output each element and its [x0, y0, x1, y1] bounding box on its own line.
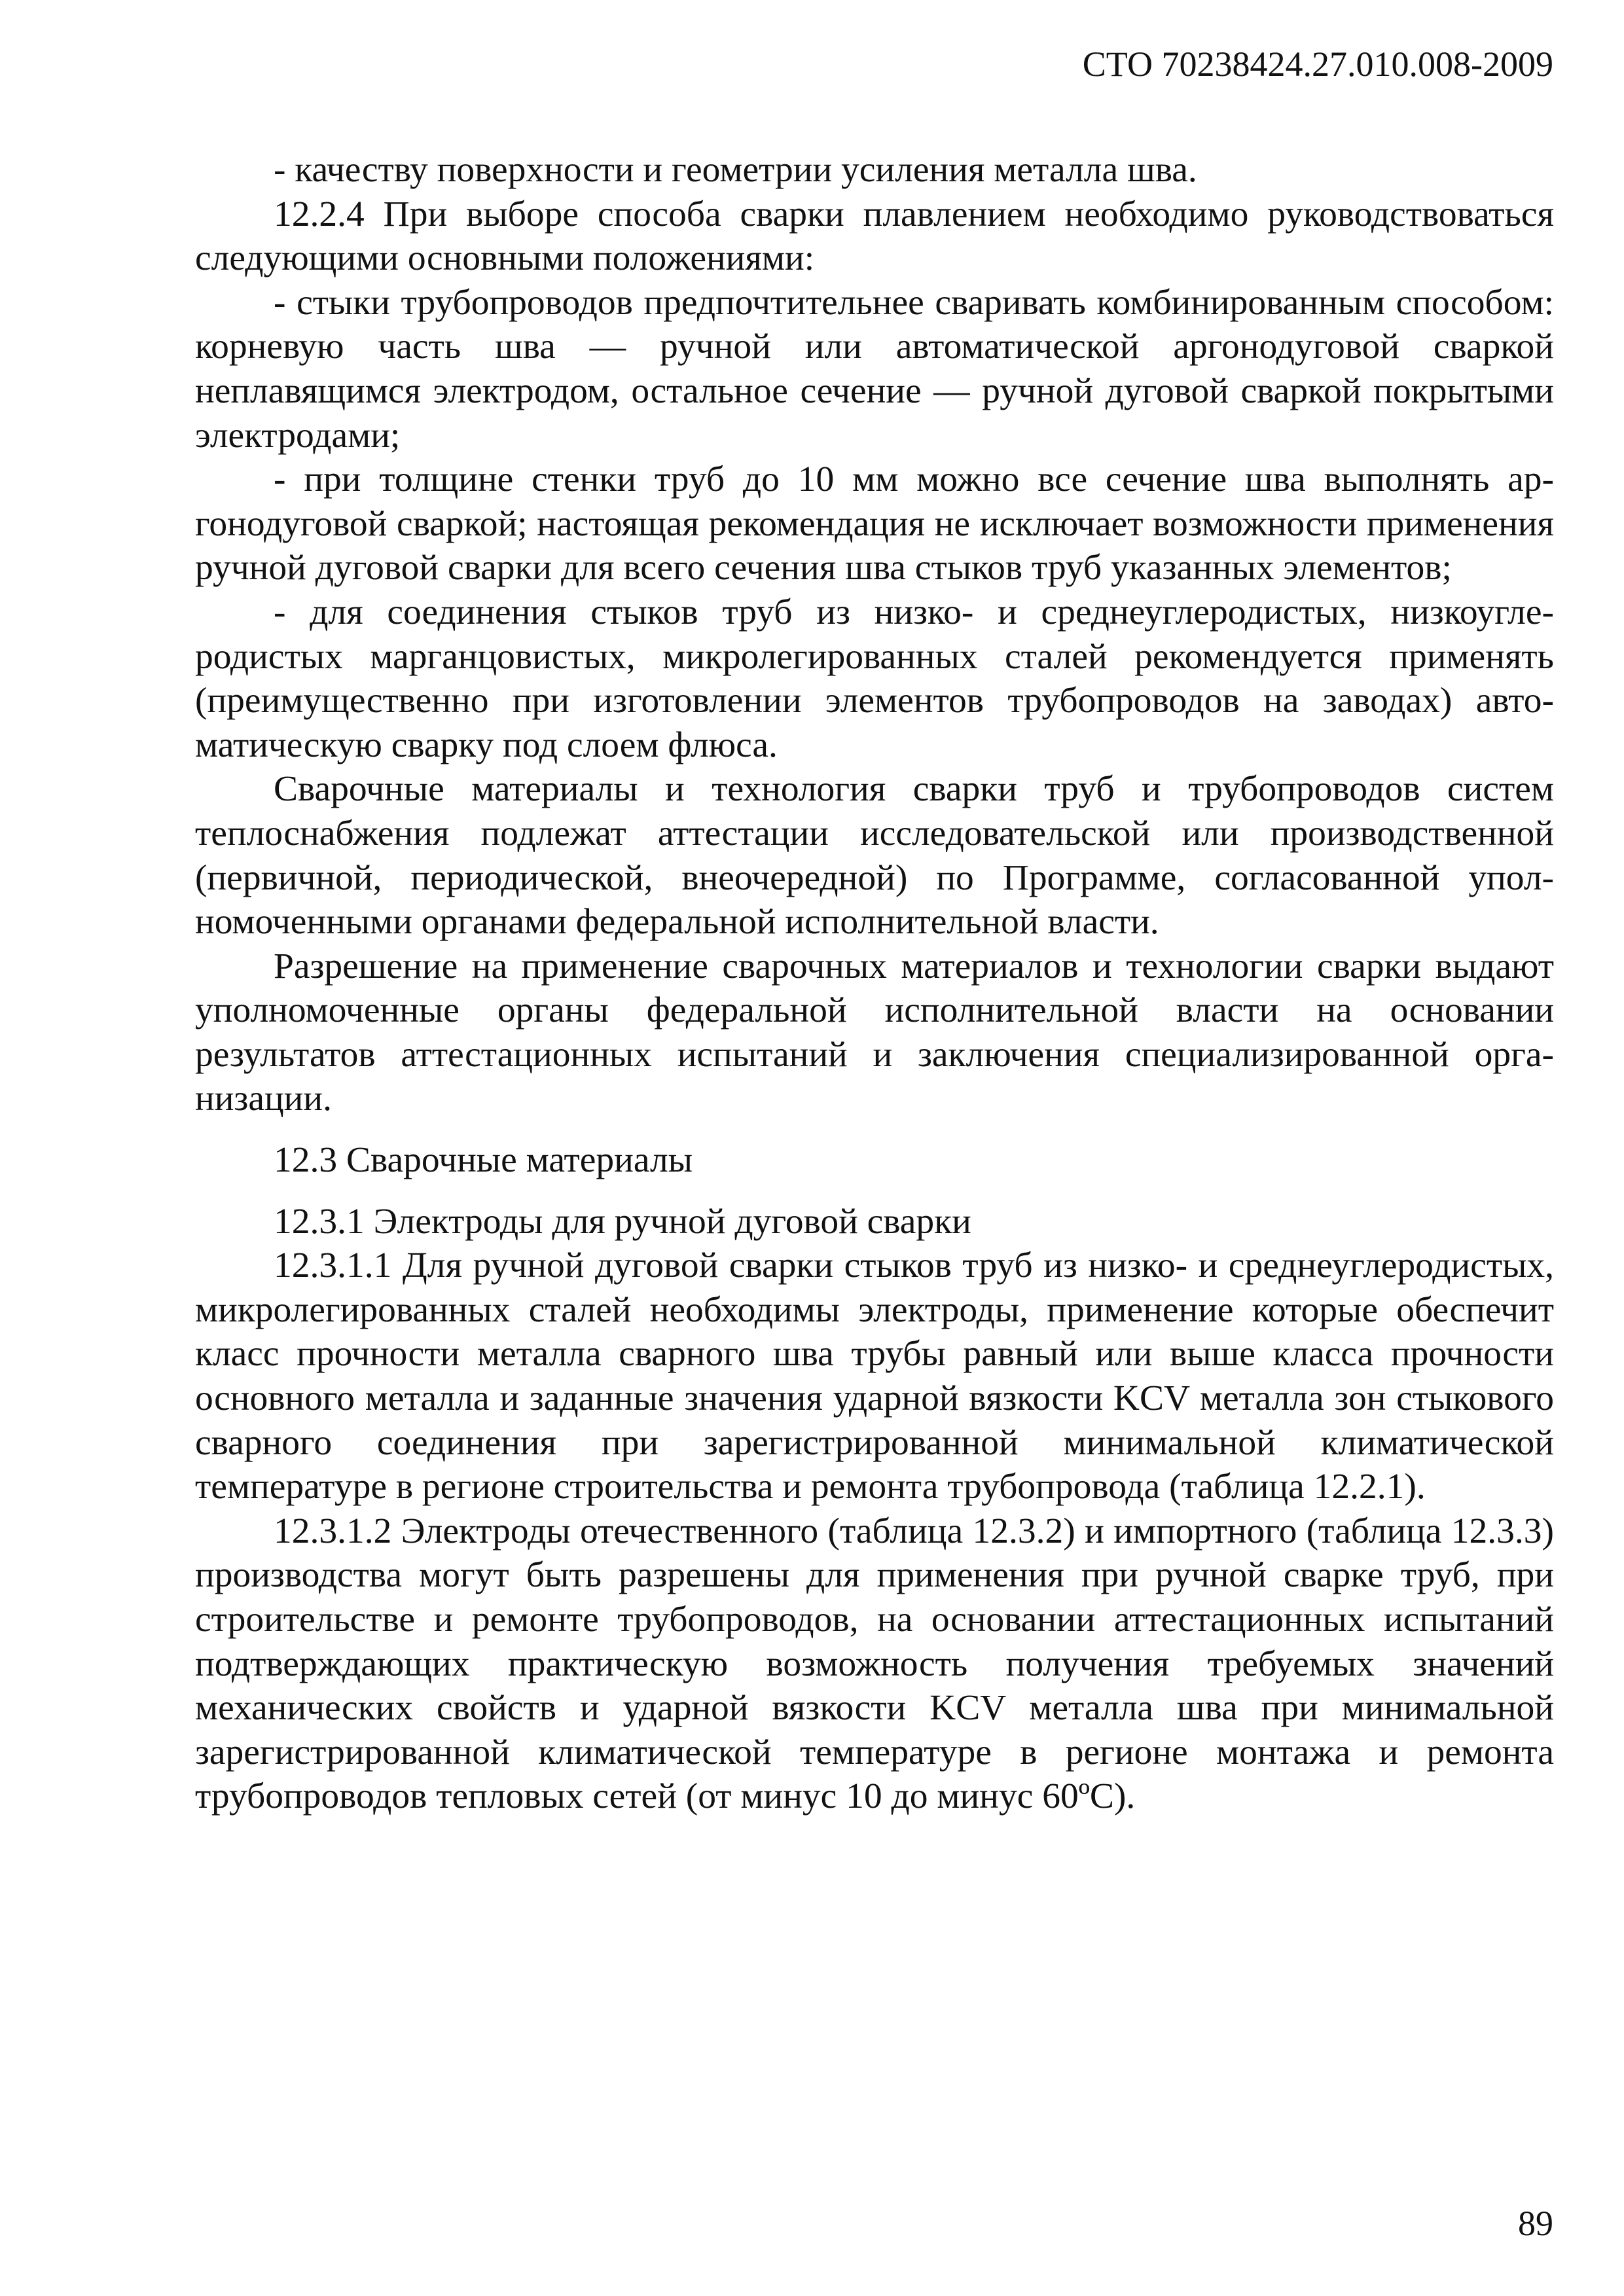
subsection-heading-12-3-1: 12.3.1 Электроды для ручной дуговой сварки — [274, 1201, 971, 1242]
document-code: СТО 70238424.27.010.008-2009 — [1082, 45, 1553, 84]
section-heading-12-3: 12.3 Сварочные материалы — [274, 1140, 693, 1181]
paragraph-wall-thickness: - при толщине стенки труб до 10 мм можно все сечение шва выполнять аргонодуговой сваркой; настоящая рекомендация не исключает возможности применения ручной дуговой сварки для всего сечения шва стыков труб указанных элементов; — [195, 459, 1554, 588]
paragraph-permission: Разрешение на применение сварочных материалов и технологии сварки выдают уполномоченные органы федеральной исполнительной власти на основании результатов аттестационных испытаний и заключения специализированной организации. — [195, 946, 1554, 1119]
paragraph-12-3-1-1: 12.3.1.1 Для ручной дуговой сварки стыков труб из низко- и среднеуглеродистых, микролегированных сталей необходимы электроды, применение которые обеспечит класс прочности металла сварного шва трубы равный или выше класса прочности основного металла и заданные значения ударной вязкости KCV металла зон стыкового сварного соединения при зарегистрированной минимальной климатической температуре в регионе строительства и ремонта трубопровода (таблица 12.2.1). — [195, 1246, 1554, 1507]
paragraph-12-3-1-2: 12.3.1.2 Электроды отечественного (таблица 12.3.2) и импортного (таблица 12.3.3) производства могут быть разрешены для применения при ручной сварке труб, при строительстве и ремонте трубопроводов, на основании аттестационных испытаний подтверждающих практическую возможность получения требуемых значений механических свойств и ударной вязкости KCV металла шва при минимальной зарегистрированной климатической температуре в регионе монтажа и ремонта трубопроводов тепловых сетей (от минус 10 до минус 60ºС). — [195, 1511, 1554, 1817]
paragraph-submerged-arc: - для соединения стыков труб из низко- и среднеуглеродистых, низкоуглеродистых марганцовистых, микролегированных сталей рекомендуется применять (преимущественно при изготовлении элементов трубопроводов на заводах) автоматическую сварку под слоем флюса. — [195, 592, 1554, 765]
paragraph-certification: Сварочные материалы и технология сварки труб и трубопроводов систем теплоснабжения подлежат аттестации исследовательской или производственной (первичной, периодической, внеочередной) по Программе, согласованной уполномоченными органами федеральной исполнительной власти. — [195, 769, 1554, 942]
page-number: 89 — [1518, 2204, 1553, 2243]
paragraph-combined-method: - стыки трубопроводов предпочтительнее сваривать комбинированным способом: корневую часть шва — ручной или автоматической аргонодуговой сваркой неплавящимся электродом, остальное сечение — ручной дуговой сваркой покрытыми электродами; — [195, 282, 1554, 456]
paragraph-12-2-4: 12.2.4 При выборе способа сварки плавлением необходимо руководствоваться следующими основными положениями: — [195, 194, 1554, 279]
paragraph-surface-quality: - качеству поверхности и геометрии усиления металла шва. — [274, 150, 1197, 190]
document-body — [195, 148, 1554, 1819]
